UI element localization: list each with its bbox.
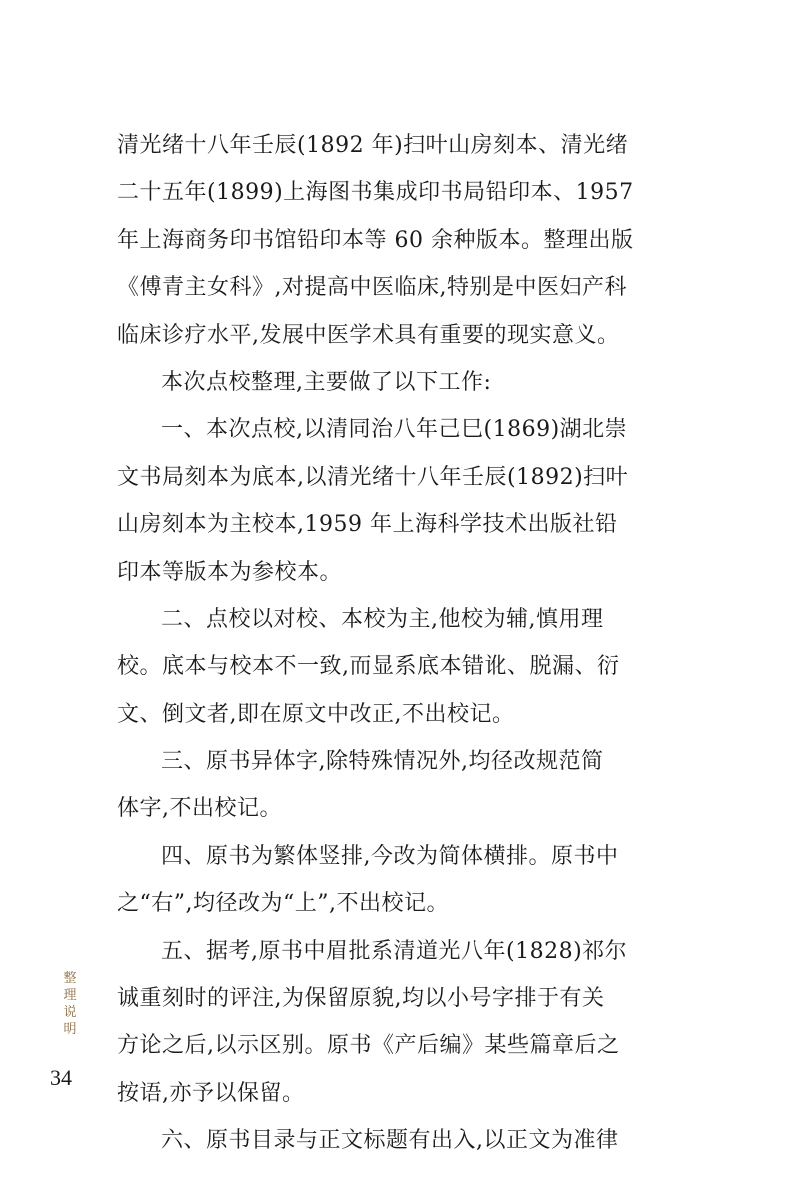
side-label-char: 明 <box>63 1022 77 1037</box>
text-line: 文、倒文者,即在原文中改正,不出校记。 <box>117 701 515 727</box>
text-line: 《傅青主女科》,对提高中医临床,特别是中医妇产科 <box>117 275 627 301</box>
text-line: 校。底本与校本不一致,而显系底本错讹、脱漏、衍 <box>117 654 620 680</box>
text-line: 清光绪十八年壬辰(1892 年)扫叶山房刻本、清光绪 <box>117 133 629 158</box>
text-line: 五、据考,原书中眉批系清道光八年(1828)祁尔 <box>161 938 628 964</box>
text-line: 三、原书异体字,除特殊情况外,均径改规范简 <box>161 749 604 775</box>
side-label-char: 整 <box>63 971 77 986</box>
text-line: 体字,不出校记。 <box>117 796 282 822</box>
text-line: 年上海商务印书馆铅印本等 60 余种版本。整理出版 <box>117 227 634 253</box>
text-line: 临床诊疗水平,发展中医学术具有重要的现实意义。 <box>117 322 620 348</box>
text-line: 山房刻本为主校本,1959 年上海科学技术出版社铅 <box>117 512 618 538</box>
text-line: 二十五年(1899)上海图书集成印书局铅印本、1957 <box>117 180 634 206</box>
text-line: 文书局刻本为底本,以清光绪十八年壬辰(1892)扫叶 <box>117 464 629 490</box>
text-line: 方论之后,以示区别。原书《产后编》某些篇章后之 <box>117 1033 620 1059</box>
text-line: 印本等版本为参校本。 <box>117 559 343 585</box>
text-line: 二、点校以对校、本校为主,他校为辅,慎用理 <box>161 606 604 632</box>
text-line: 按语,亦予以保留。 <box>117 1080 305 1106</box>
text-line: 四、原书为繁体竖排,今改为简体横排。原书中 <box>161 843 619 869</box>
side-label-char: 理 <box>63 988 77 1003</box>
page-number: 34 <box>50 1065 72 1090</box>
body-text <box>117 122 677 1165</box>
text-line: 之“右”,均径改为“上”,不出校记。 <box>117 891 449 917</box>
text-line: 六、原书目录与正文标题有出入,以正文为准律 <box>161 1128 619 1154</box>
text-line: 诚重刻时的评注,为保留原貌,均以小号字排于有关 <box>117 986 605 1012</box>
text-line: 一、本次点校,以清同治八年己巳(1869)湖北崇 <box>161 417 628 443</box>
text-line: 本次点校整理,主要做了以下工作: <box>161 369 492 395</box>
side-label-char: 说 <box>63 1005 77 1020</box>
section-side-label <box>60 970 80 1038</box>
